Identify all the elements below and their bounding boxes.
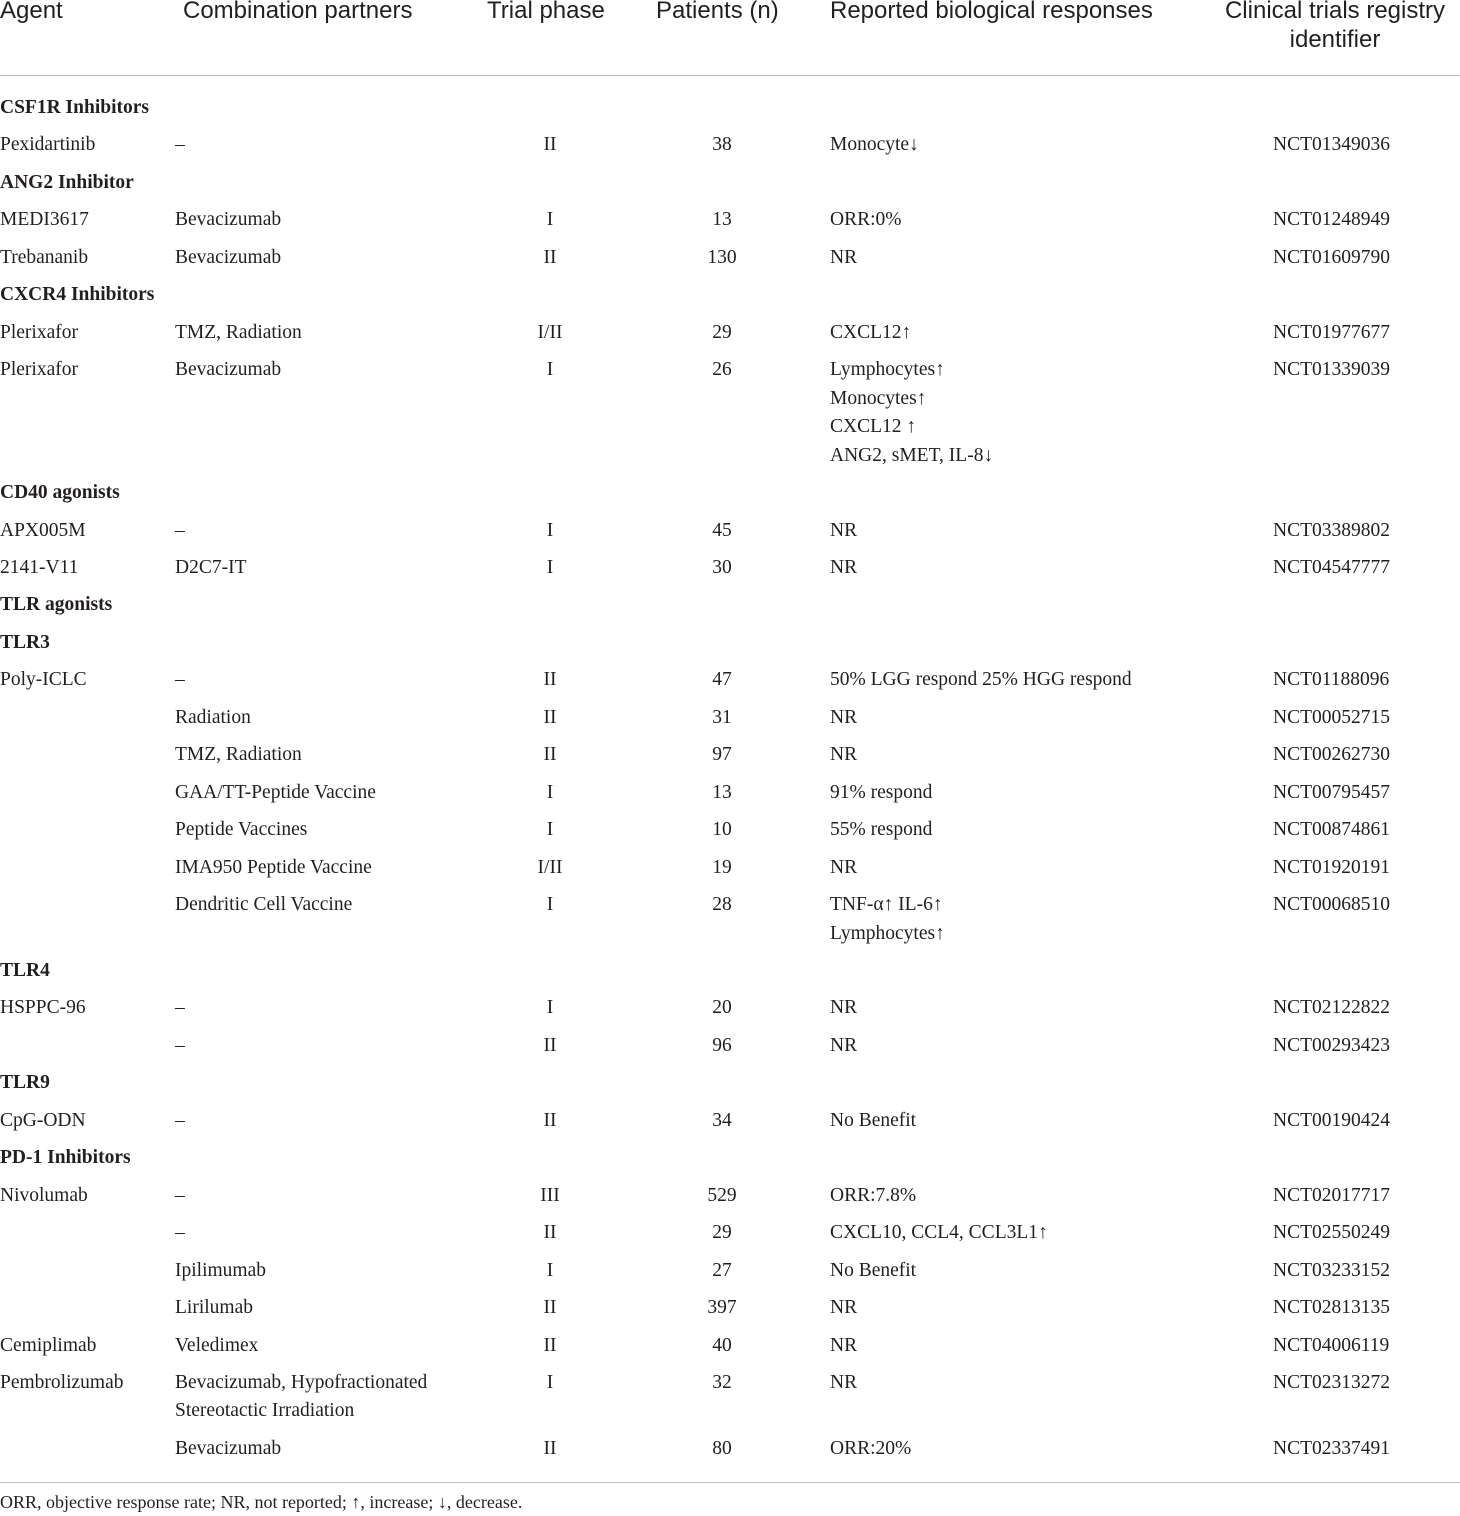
table-row xyxy=(0,1369,1460,1422)
trial-phase-cell: II xyxy=(543,1297,557,1319)
response-line: ORR:20% xyxy=(830,1437,912,1459)
section-heading-row xyxy=(0,591,1460,628)
trial-phase-cell: II xyxy=(543,706,557,728)
section-heading: TLR3 xyxy=(0,631,50,653)
table-row xyxy=(0,1032,1460,1069)
agent-cell: Poly-ICLC xyxy=(0,669,87,691)
table-row xyxy=(0,1257,1460,1294)
trial-phase-cell: II xyxy=(543,669,557,691)
registry-identifier-cell: NCT03389802 xyxy=(1273,519,1390,541)
table-row xyxy=(0,319,1460,356)
column-header-registry-identifier xyxy=(1210,0,1460,54)
reported-responses-cell xyxy=(830,666,1132,695)
combination-partner-line: – xyxy=(175,669,185,691)
reported-responses-cell xyxy=(830,1257,916,1286)
registry-identifier-cell: NCT02813135 xyxy=(1273,1297,1390,1319)
trial-phase-cell: II xyxy=(543,744,557,766)
response-line: NR xyxy=(830,1334,858,1356)
combination-partner-line: – xyxy=(175,519,185,541)
combination-partners-cell xyxy=(175,554,247,583)
combination-partners-cell xyxy=(175,891,352,920)
combination-partner-line: TMZ, Radiation xyxy=(175,744,302,766)
reported-responses-cell xyxy=(830,206,902,235)
agent-cell: APX005M xyxy=(0,519,86,541)
registry-identifier-cell: NCT00293423 xyxy=(1273,1034,1390,1056)
combination-partner-line: D2C7-IT xyxy=(175,557,247,578)
response-line: NR xyxy=(830,1034,858,1056)
combination-partner-line: GAA/TT-Peptide Vaccine xyxy=(175,781,376,803)
reported-responses-cell xyxy=(830,1435,911,1464)
section-heading: TLR agonists xyxy=(0,594,113,616)
table-footnote: ORR, objective response rate; NR, not reported; ↑, increase; ↓, decrease. xyxy=(0,1492,523,1512)
response-line: ORR:7.8% xyxy=(830,1184,917,1206)
patients-cell: 10 xyxy=(712,819,732,841)
trial-phase-cell: I xyxy=(546,781,554,803)
response-line: ANG2, sMET, IL-8↓ xyxy=(830,444,994,466)
table-row xyxy=(0,1294,1460,1331)
registry-identifier-cell: NCT00262730 xyxy=(1273,744,1390,766)
combination-partner-line: – xyxy=(175,1184,185,1206)
combination-partner-line: Stereotactic Irradiation xyxy=(175,1400,355,1422)
registry-identifier-cell: NCT02337491 xyxy=(1273,1437,1390,1459)
agent-cell: Pexidartinib xyxy=(0,134,96,156)
section-heading-row xyxy=(0,629,1460,666)
reported-responses-cell xyxy=(830,1369,857,1398)
patients-cell: 20 xyxy=(712,997,732,1019)
table-row xyxy=(0,891,1460,944)
reported-responses-cell xyxy=(830,1032,857,1061)
combination-partners-cell xyxy=(175,1032,185,1061)
section-heading: TLR9 xyxy=(0,1072,50,1094)
trial-phase-cell: I xyxy=(546,1371,554,1393)
trial-phase-cell: II xyxy=(543,1437,557,1459)
patients-cell: 26 xyxy=(712,359,732,381)
patients-cell: 45 xyxy=(712,519,732,541)
registry-identifier-cell: NCT00795457 xyxy=(1273,781,1390,803)
reported-responses-cell xyxy=(830,891,945,948)
response-line: NR xyxy=(830,1297,858,1319)
reported-responses-cell xyxy=(830,994,857,1023)
patients-cell: 34 xyxy=(712,1109,732,1131)
agent-cell: Plerixafor xyxy=(0,321,78,343)
agent-cell: Nivolumab xyxy=(0,1184,88,1206)
registry-identifier-cell: NCT01248949 xyxy=(1273,209,1390,231)
section-heading-row xyxy=(0,1069,1460,1106)
combination-partner-line: Peptide Vaccines xyxy=(175,819,308,841)
agent-cell: MEDI3617 xyxy=(0,209,89,231)
patients-cell: 97 xyxy=(712,744,732,766)
registry-identifier-cell: NCT02122822 xyxy=(1273,997,1390,1019)
reported-responses-cell xyxy=(830,1294,857,1323)
combination-partner-line: Lirilumab xyxy=(175,1297,253,1319)
table-row xyxy=(0,206,1460,243)
response-line: No Benefit xyxy=(830,1259,917,1281)
section-heading: PD-1 Inhibitors xyxy=(0,1147,131,1169)
reported-responses-cell xyxy=(830,779,932,808)
column-header-agent: Agent xyxy=(0,0,63,24)
trial-phase-cell: I xyxy=(546,557,554,578)
reported-responses-cell xyxy=(830,1182,916,1211)
section-heading-row xyxy=(0,957,1460,994)
patients-cell: 29 xyxy=(712,1222,732,1244)
trial-phase-cell: II xyxy=(543,1222,557,1244)
combination-partner-line: – xyxy=(175,1222,185,1244)
table-row xyxy=(0,1219,1460,1256)
section-heading-row xyxy=(0,281,1460,318)
response-line: No Benefit xyxy=(830,1109,917,1131)
reported-responses-cell xyxy=(830,319,911,348)
table-row xyxy=(0,517,1460,554)
response-line: 55% respond xyxy=(830,819,933,841)
table-row xyxy=(0,1107,1460,1144)
response-line: NR xyxy=(830,557,858,578)
reported-responses-cell xyxy=(830,554,857,583)
trial-phase-cell: I xyxy=(546,519,554,541)
section-heading: ANG2 Inhibitor xyxy=(0,171,134,193)
combination-partner-line: Bevacizumab xyxy=(175,246,282,268)
agent-cell: Trebananib xyxy=(0,246,89,268)
combination-partners-cell xyxy=(175,1369,427,1426)
section-heading-row xyxy=(0,1144,1460,1181)
table-row xyxy=(0,1182,1460,1219)
combination-partner-line: – xyxy=(175,134,185,156)
table-row xyxy=(0,741,1460,778)
registry-identifier-cell: NCT03233152 xyxy=(1273,1259,1390,1281)
response-line: NR xyxy=(830,706,858,728)
response-line: 50% LGG respond 25% HGG respond xyxy=(830,669,1132,691)
registry-identifier-cell: NCT01349036 xyxy=(1273,134,1390,156)
combination-partners-cell xyxy=(175,206,281,235)
registry-identifier-cell: NCT02017717 xyxy=(1273,1184,1390,1206)
registry-identifier-cell: NCT01188096 xyxy=(1273,669,1390,691)
registry-identifier-cell: NCT01339039 xyxy=(1273,359,1390,381)
combination-partners-cell xyxy=(175,517,185,546)
patients-cell: 529 xyxy=(707,1184,737,1206)
agent-cell: CpG-ODN xyxy=(0,1109,86,1131)
registry-identifier-cell: NCT01609790 xyxy=(1273,246,1390,268)
combination-partner-line: – xyxy=(175,997,185,1019)
combination-partners-cell xyxy=(175,356,281,385)
patients-cell: 31 xyxy=(712,706,732,728)
table-row xyxy=(0,666,1460,703)
response-line: Monocytes↑ xyxy=(830,387,927,409)
table-bottom-rule xyxy=(0,1482,1460,1483)
patients-cell: 13 xyxy=(712,209,732,231)
reported-responses-cell xyxy=(830,741,857,770)
combination-partners-cell xyxy=(175,1219,185,1248)
patients-cell: 47 xyxy=(712,669,732,691)
trial-phase-cell: I xyxy=(546,209,554,231)
table-row xyxy=(0,854,1460,891)
response-line: CXCL12↑ xyxy=(830,321,912,343)
registry-identifier-cell: NCT00190424 xyxy=(1273,1109,1390,1131)
response-line: 91% respond xyxy=(830,781,933,803)
trial-phase-cell: II xyxy=(543,1034,557,1056)
combination-partner-line: IMA950 Peptide Vaccine xyxy=(175,856,372,878)
combination-partners-cell xyxy=(175,131,185,160)
registry-identifier-cell: NCT01977677 xyxy=(1273,321,1390,343)
combination-partners-cell xyxy=(175,1107,185,1136)
table-header xyxy=(0,0,1460,76)
patients-cell: 38 xyxy=(712,134,732,156)
trial-phase-cell: I xyxy=(546,894,554,916)
reported-responses-cell xyxy=(830,131,919,160)
column-header-combination-partners: Combination partners xyxy=(183,0,413,24)
column-header-trial-phase: Trial phase xyxy=(487,0,605,24)
response-line: Lymphocytes↑ xyxy=(830,359,945,381)
column-header-registry-line-1: Clinical trials registry xyxy=(1224,0,1446,24)
table-row xyxy=(0,244,1460,281)
patients-cell: 80 xyxy=(712,1437,732,1459)
combination-partners-cell xyxy=(175,816,307,845)
combination-partners-cell xyxy=(175,779,376,808)
trial-phase-cell: I/II xyxy=(537,856,563,878)
reported-responses-cell xyxy=(830,1219,1048,1248)
reported-responses-cell xyxy=(830,244,857,273)
table-row xyxy=(0,131,1460,168)
combination-partners-cell xyxy=(175,1257,266,1286)
patients-cell: 40 xyxy=(712,1334,732,1356)
combination-partner-line: Bevacizumab, Hypofractionated xyxy=(175,1371,428,1393)
reported-responses-cell xyxy=(830,1332,857,1361)
column-header-patients: Patients (n) xyxy=(656,0,779,24)
combination-partner-line: Dendritic Cell Vaccine xyxy=(175,894,353,916)
response-line: ORR:0% xyxy=(830,209,902,231)
section-heading-row xyxy=(0,169,1460,206)
trial-phase-cell: III xyxy=(540,1184,560,1206)
trial-phase-cell: II xyxy=(543,1109,557,1131)
reported-responses-cell xyxy=(830,356,993,470)
trial-phase-cell: II xyxy=(543,246,557,268)
combination-partner-line: – xyxy=(175,1109,185,1131)
trial-phase-cell: I xyxy=(546,1259,554,1281)
registry-identifier-cell: NCT00068510 xyxy=(1273,894,1390,916)
registry-identifier-cell: NCT02313272 xyxy=(1273,1371,1390,1393)
registry-identifier-cell: NCT02550249 xyxy=(1273,1222,1390,1244)
combination-partner-line: Bevacizumab xyxy=(175,359,282,381)
combination-partner-line: Bevacizumab xyxy=(175,1437,282,1459)
registry-identifier-cell: NCT04547777 xyxy=(1273,557,1390,578)
trial-phase-cell: I xyxy=(546,819,554,841)
patients-cell: 29 xyxy=(712,321,732,343)
response-line: Lymphocytes↑ xyxy=(830,922,945,944)
response-line: NR xyxy=(830,519,858,541)
combination-partners-cell xyxy=(175,244,281,273)
trial-phase-cell: II xyxy=(543,1334,557,1356)
combination-partners-cell xyxy=(175,1435,281,1464)
patients-cell: 96 xyxy=(712,1034,732,1056)
table-row xyxy=(0,704,1460,741)
reported-responses-cell xyxy=(830,704,857,733)
registry-identifier-cell: NCT00874861 xyxy=(1273,819,1390,841)
patients-cell: 130 xyxy=(707,246,737,268)
table-row xyxy=(0,816,1460,853)
trial-phase-cell: I/II xyxy=(537,321,563,343)
section-heading: CD40 agonists xyxy=(0,482,120,504)
combination-partners-cell xyxy=(175,704,251,733)
table-row xyxy=(0,554,1460,591)
combination-partner-line: – xyxy=(175,1034,185,1056)
agent-cell: Plerixafor xyxy=(0,359,78,381)
response-line: NR xyxy=(830,1371,858,1393)
combination-partners-cell xyxy=(175,741,302,770)
patients-cell: 397 xyxy=(707,1297,737,1319)
reported-responses-cell xyxy=(830,816,932,845)
patients-cell: 30 xyxy=(712,557,732,578)
section-heading: TLR4 xyxy=(0,960,50,981)
agent-cell: Cemiplimab xyxy=(0,1334,97,1356)
response-line: NR xyxy=(830,856,858,878)
response-line: CXCL12 ↑ xyxy=(830,416,917,438)
response-line: TNF-α↑ IL-6↑ xyxy=(830,894,943,916)
agent-cell: HSPPC-96 xyxy=(0,997,86,1019)
trial-phase-cell: I xyxy=(546,997,554,1019)
combination-partners-cell xyxy=(175,854,372,883)
patients-cell: 27 xyxy=(712,1259,732,1281)
combination-partner-line: TMZ, Radiation xyxy=(175,321,302,343)
response-line: NR xyxy=(830,744,858,766)
trial-phase-cell: II xyxy=(543,134,557,156)
column-header-registry-line-2: identifier xyxy=(1289,26,1381,53)
column-header-reported-responses: Reported biological responses xyxy=(830,0,1153,24)
registry-identifier-cell: NCT04006119 xyxy=(1273,1334,1390,1356)
registry-identifier-cell: NCT00052715 xyxy=(1273,706,1390,728)
combination-partner-line: Bevacizumab xyxy=(175,209,282,231)
table-row xyxy=(0,994,1460,1031)
combination-partners-cell xyxy=(175,319,302,348)
registry-identifier-cell: NCT01920191 xyxy=(1273,856,1390,878)
combination-partner-line: Veledimex xyxy=(175,1334,259,1356)
section-heading: CSF1R Inhibitors xyxy=(0,97,149,118)
section-heading-row xyxy=(0,94,1460,131)
trial-phase-cell: I xyxy=(546,359,554,381)
table-row xyxy=(0,1435,1460,1472)
combination-partner-line: Ipilimumab xyxy=(175,1259,266,1281)
response-line: NR xyxy=(830,246,858,268)
table-row xyxy=(0,779,1460,816)
table-row xyxy=(0,356,1460,466)
combination-partners-cell xyxy=(175,994,185,1023)
reported-responses-cell xyxy=(830,854,857,883)
patients-cell: 13 xyxy=(712,781,732,803)
table-row xyxy=(0,1332,1460,1369)
combination-partners-cell xyxy=(175,666,185,695)
section-heading: CXCR4 Inhibitors xyxy=(0,284,155,306)
combination-partner-line: Radiation xyxy=(175,706,251,728)
response-line: Monocyte↓ xyxy=(830,134,919,156)
reported-responses-cell xyxy=(830,517,857,546)
patients-cell: 28 xyxy=(712,894,732,916)
agent-cell: 2141-V11 xyxy=(0,557,79,578)
reported-responses-cell xyxy=(830,1107,916,1136)
patients-cell: 19 xyxy=(712,856,732,878)
response-line: NR xyxy=(830,997,858,1019)
combination-partners-cell xyxy=(175,1294,253,1323)
patients-cell: 32 xyxy=(712,1371,732,1393)
section-heading-row xyxy=(0,479,1460,516)
combination-partners-cell xyxy=(175,1332,258,1361)
combination-partners-cell xyxy=(175,1182,185,1211)
agent-cell: Pembrolizumab xyxy=(0,1371,124,1393)
response-line: CXCL10, CCL4, CCL3L1↑ xyxy=(830,1222,1048,1244)
